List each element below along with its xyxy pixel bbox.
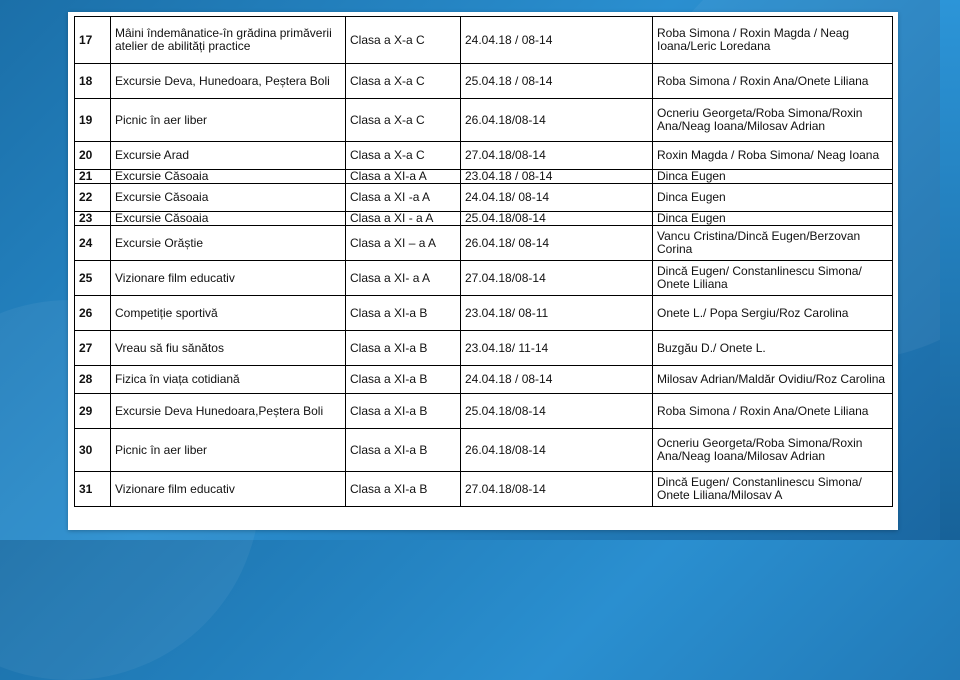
row-number: 21 <box>75 170 111 184</box>
date-cell: 23.04.18/ 08-11 <box>461 296 653 331</box>
teachers-cell: Dinca Eugen <box>653 184 893 212</box>
date-cell: 26.04.18/08-14 <box>461 429 653 472</box>
table-row <box>75 226 893 261</box>
row-number: 25 <box>75 261 111 296</box>
activity-cell: Excursie Deva Hunedoara,Peștera Boli <box>111 394 346 429</box>
activity-cell: Excursie Deva, Hunedoara, Peștera Boli <box>111 64 346 99</box>
activity-cell: Vizionare film educativ <box>111 472 346 507</box>
table-row <box>75 142 893 170</box>
class-cell: Clasa a X-a C <box>346 142 461 170</box>
class-cell: Clasa a X-a C <box>346 99 461 142</box>
teachers-cell: Ocneriu Georgeta/Roba Simona/Roxin Ana/Neag Ioana/Milosav Adrian <box>653 429 893 472</box>
teachers-cell: Dincă Eugen/ Constanlinescu Simona/ Onete Liliana/Milosav A <box>653 472 893 507</box>
class-cell: Clasa a XI- a A <box>346 261 461 296</box>
class-cell: Clasa a XI-a B <box>346 296 461 331</box>
teachers-cell: Roxin Magda / Roba Simona/ Neag Ioana <box>653 142 893 170</box>
background-edge-band <box>940 0 960 540</box>
class-cell: Clasa a XI -a A <box>346 184 461 212</box>
row-number: 28 <box>75 366 111 394</box>
date-cell: 25.04.18/08-14 <box>461 212 653 226</box>
date-cell: 24.04.18 / 08-14 <box>461 17 653 64</box>
activity-cell: Excursie Căsoaia <box>111 184 346 212</box>
table-row <box>75 170 893 184</box>
table-row <box>75 99 893 142</box>
row-number: 24 <box>75 226 111 261</box>
activity-cell: Excursie Arad <box>111 142 346 170</box>
class-cell: Clasa a XI-a B <box>346 472 461 507</box>
teachers-cell: Ocneriu Georgeta/Roba Simona/Roxin Ana/Neag Ioana/Milosav Adrian <box>653 99 893 142</box>
date-cell: 27.04.18/08-14 <box>461 261 653 296</box>
teachers-cell: Milosav Adrian/Maldăr Ovidiu/Roz Carolina <box>653 366 893 394</box>
row-number: 22 <box>75 184 111 212</box>
date-cell: 24.04.18/ 08-14 <box>461 184 653 212</box>
table-row <box>75 472 893 507</box>
activity-cell: Vreau să fiu sănătos <box>111 331 346 366</box>
table-row <box>75 261 893 296</box>
table-row <box>75 366 893 394</box>
activity-cell: Picnic în aer liber <box>111 99 346 142</box>
row-number: 26 <box>75 296 111 331</box>
date-cell: 27.04.18/08-14 <box>461 472 653 507</box>
row-number: 18 <box>75 64 111 99</box>
class-cell: Clasa a XI-a B <box>346 429 461 472</box>
teachers-cell: Dinca Eugen <box>653 212 893 226</box>
table-row <box>75 212 893 226</box>
activity-cell: Vizionare film educativ <box>111 261 346 296</box>
row-number: 29 <box>75 394 111 429</box>
row-number: 31 <box>75 472 111 507</box>
activity-cell: Picnic în aer liber <box>111 429 346 472</box>
class-cell: Clasa a X-a C <box>346 17 461 64</box>
class-cell: Clasa a XI-a A <box>346 170 461 184</box>
activity-cell: Excursie Orăștie <box>111 226 346 261</box>
row-number: 19 <box>75 99 111 142</box>
row-number: 20 <box>75 142 111 170</box>
table-row <box>75 64 893 99</box>
date-cell: 25.04.18 / 08-14 <box>461 64 653 99</box>
teachers-cell: Dinca Eugen <box>653 170 893 184</box>
teachers-cell: Roba Simona / Roxin Ana/Onete Liliana <box>653 394 893 429</box>
slide-document <box>68 12 898 530</box>
table-row <box>75 331 893 366</box>
activity-cell: Fizica în viața cotidiană <box>111 366 346 394</box>
teachers-cell: Buzgău D./ Onete L. <box>653 331 893 366</box>
table-row <box>75 296 893 331</box>
date-cell: 23.04.18/ 11-14 <box>461 331 653 366</box>
teachers-cell: Dincă Eugen/ Constanlinescu Simona/ Onete Liliana <box>653 261 893 296</box>
activity-cell: Excursie Căsoaia <box>111 170 346 184</box>
teachers-cell: Onete L./ Popa Sergiu/Roz Carolina <box>653 296 893 331</box>
class-cell: Clasa a XI-a B <box>346 394 461 429</box>
table-row <box>75 184 893 212</box>
date-cell: 24.04.18 / 08-14 <box>461 366 653 394</box>
row-number: 30 <box>75 429 111 472</box>
class-cell: Clasa a XI-a B <box>346 366 461 394</box>
class-cell: Clasa a X-a C <box>346 64 461 99</box>
activities-table <box>74 16 893 507</box>
date-cell: 26.04.18/08-14 <box>461 99 653 142</box>
activity-cell: Excursie Căsoaia <box>111 212 346 226</box>
activity-cell: Competiție sportivă <box>111 296 346 331</box>
date-cell: 23.04.18 / 08-14 <box>461 170 653 184</box>
table-row <box>75 394 893 429</box>
row-number: 23 <box>75 212 111 226</box>
class-cell: Clasa a XI-a B <box>346 331 461 366</box>
row-number: 27 <box>75 331 111 366</box>
activity-cell: Mâini îndemânatice-în grădina primăverii atelier de abilități practice <box>111 17 346 64</box>
teachers-cell: Roba Simona / Roxin Ana/Onete Liliana <box>653 64 893 99</box>
teachers-cell: Roba Simona / Roxin Magda / Neag Ioana/Leric Loredana <box>653 17 893 64</box>
row-number: 17 <box>75 17 111 64</box>
table-row <box>75 17 893 64</box>
date-cell: 27.04.18/08-14 <box>461 142 653 170</box>
class-cell: Clasa a XI - a A <box>346 212 461 226</box>
class-cell: Clasa a XI – a A <box>346 226 461 261</box>
teachers-cell: Vancu Cristina/Dincă Eugen/Berzovan Corina <box>653 226 893 261</box>
date-cell: 25.04.18/08-14 <box>461 394 653 429</box>
date-cell: 26.04.18/ 08-14 <box>461 226 653 261</box>
table-row <box>75 429 893 472</box>
